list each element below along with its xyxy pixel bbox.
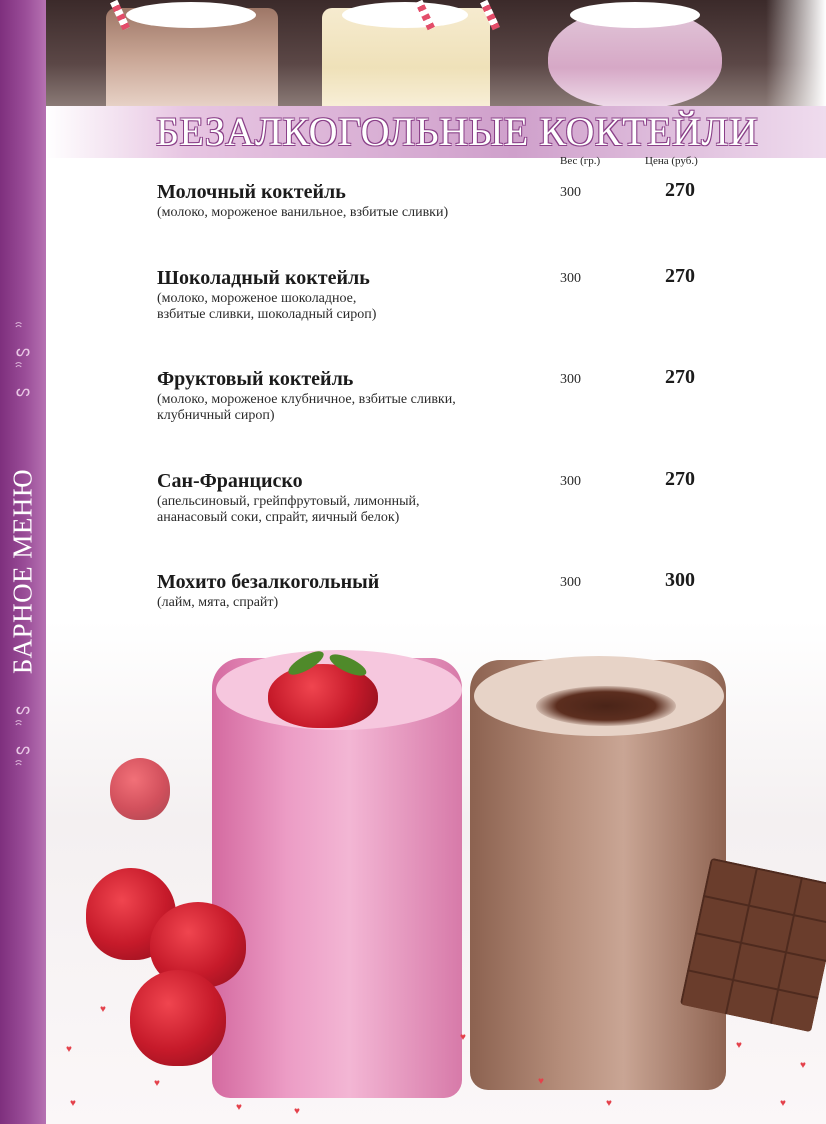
price-column-header: Цена (руб.) — [645, 155, 698, 167]
item-name: Сан-Франциско — [157, 470, 303, 492]
milkshakes-photo-top — [46, 0, 826, 106]
heart-icon: ♥ — [154, 1078, 160, 1089]
heart-icon: ♥ — [800, 1060, 806, 1071]
item-name: Фруктовый коктейль — [157, 368, 354, 390]
milkshakes-photo-bottom — [46, 620, 826, 1124]
menu-item — [157, 368, 817, 424]
heart-icon: ♥ — [736, 1040, 742, 1051]
item-description: (лайм, мята, спрайт) — [157, 595, 279, 610]
item-price: 270 — [665, 179, 695, 201]
berry-shake-image — [548, 8, 722, 106]
item-weight: 300 — [560, 575, 581, 590]
chocolate-shavings-image — [536, 686, 676, 726]
item-name: Мохито безалкогольный — [157, 571, 380, 593]
heart-icon: ♥ — [100, 1004, 106, 1015]
item-weight: 300 — [560, 271, 581, 286]
menu-item — [157, 181, 817, 221]
heart-icon: ♥ — [236, 1102, 242, 1113]
item-price: 270 — [665, 468, 695, 490]
item-price: 300 — [665, 569, 695, 591]
heart-icon: ♥ — [460, 1032, 466, 1043]
sidebar-band — [0, 0, 46, 1124]
whipped-cream-image — [126, 2, 256, 28]
whipped-cream-image — [570, 2, 700, 28]
item-name: Шоколадный коктейль — [157, 267, 370, 289]
photo-fade — [766, 0, 826, 106]
ornament-swirl-bottom: ᔕ ᔕ — [15, 701, 31, 758]
sidebar-title: БАРНОЕ МЕНЮ — [7, 468, 38, 675]
strawberry-image — [110, 758, 170, 820]
heart-icon: ♥ — [538, 1076, 544, 1087]
menu-item — [157, 267, 817, 323]
heart-icon: ♥ — [294, 1106, 300, 1117]
whipped-cream-image — [342, 2, 468, 28]
item-name: Молочный коктейль — [157, 181, 346, 203]
item-price: 270 — [665, 366, 695, 388]
page-title: БЕЗАЛКОГОЛЬНЫЕ КОКТЕЙЛИ — [156, 109, 759, 154]
item-description: (апельсиновый, грейпфрутовый, лимонный, ананасовый соки, спрайт, яичный белок) — [157, 494, 420, 525]
heart-icon: ♥ — [780, 1098, 786, 1109]
item-weight: 300 — [560, 474, 581, 489]
item-description: (молоко, мороженое клубничное, взбитые сливки, клубничный сироп) — [157, 392, 456, 423]
item-price: 270 — [665, 265, 695, 287]
chocolate-shake-image — [106, 8, 278, 106]
ornament-swirl-top: ᔕ ᔕ — [15, 343, 31, 400]
heart-icon: ♥ — [66, 1044, 72, 1055]
weight-column-header: Вес (гр.) — [560, 155, 601, 167]
item-weight: 300 — [560, 185, 581, 200]
heart-icon: ♥ — [70, 1098, 76, 1109]
item-weight: 300 — [560, 372, 581, 387]
strawberry-image — [130, 970, 226, 1066]
heart-icon: ♥ — [606, 1098, 612, 1109]
menu-item — [157, 470, 817, 526]
menu-item — [157, 571, 817, 611]
vanilla-shake-image — [322, 8, 490, 106]
item-description: (молоко, мороженое ванильное, взбитые сливки) — [157, 205, 449, 220]
item-description: (молоко, мороженое шоколадное, взбитые сливки, шоколадный сироп) — [157, 291, 377, 322]
